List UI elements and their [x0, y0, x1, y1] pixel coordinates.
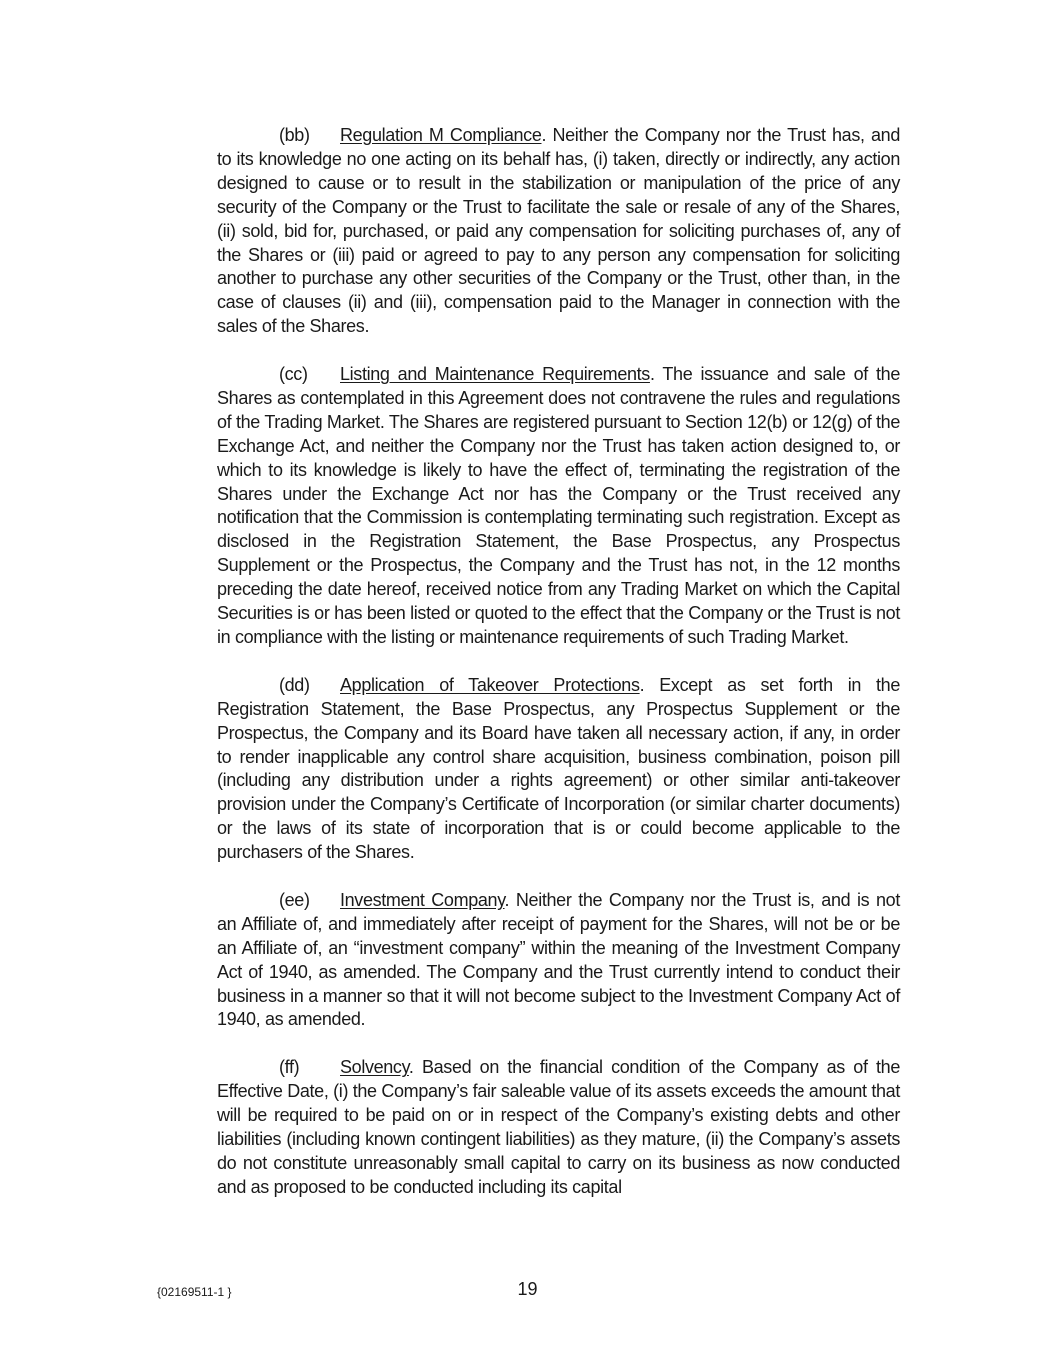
section-cc	[217, 363, 900, 650]
section-ff	[217, 1056, 900, 1199]
section-heading: Application of Takeover Protections	[340, 674, 640, 695]
section-label: (bb)	[279, 125, 310, 145]
section-text: . Neither the Company nor the Trust is, and is not an Affiliate of, and immediately after receipt of payment for the Shares, will not be or be an Affiliate of, an “investment company” within the meaning of the Investment Company Act of 1940, as amended. The Company and the Trust currently intend to conduct their business in a manner so that it will not become subject to the Investment Company Act of 1940, as amended.	[217, 889, 900, 1030]
section-label: (ff)	[279, 1057, 300, 1078]
section-dd	[217, 674, 900, 865]
section-heading: Investment Company	[340, 889, 505, 910]
page-number: 19	[517, 1279, 538, 1299]
document-body	[217, 124, 900, 1224]
section-heading: Solvency	[340, 1057, 409, 1078]
section-heading: Regulation M Compliance	[340, 125, 542, 145]
section-heading: Listing and Maintenance Requirements	[340, 364, 650, 385]
section-label: (dd)	[279, 674, 310, 695]
footer-document-id: {02169511-1 }	[157, 1285, 232, 1299]
section-bb	[217, 124, 900, 339]
section-text: . Except as set forth in the Registration Statement, the Base Prospectus, any Prospectus Supplement or the Prospectus, the Company and its Board have taken all necessary action, if any, in order to render inapplicable any control share acquisition, business combination, poison pill (including any distribution under a rights agreement) or other similar anti-takeover provision under the Company’s Certificate of Incorporation (or similar charter documents) or the laws of its state of incorporation that is or could become applicable to the purchasers of the Shares.	[217, 674, 900, 863]
section-text: . Neither the Company nor the Trust has, and to its knowledge no one acting on its behalf has, (i) taken, directly or indirectly, any action designed to cause or to result in the stabilization or manipulation of the price of any security of the Company or the Trust to facilitate the sale or resale of any of the Shares, (ii) sold, bid for, purchased, or paid any compensation for soliciting purchases of, any of the Shares or (iii) paid or agreed to pay to any person any compensation for soliciting another to purchase any other securities of the Company or the Trust, other than, in the case of clauses (ii) and (iii), compensation paid to the Manager in connection with the sales of the Shares.	[217, 125, 900, 337]
section-text: . Based on the financial condition of the Company as of the Effective Date, (i) the Company’s fair saleable value of its assets exceeds the amount that will be required to be paid on or in respect of the Company’s existing debts and other liabilities (including known contingent liabilities) as they mature, (ii) the Company’s assets do not constitute unreasonably small capital to carry on its business as now conducted and as proposed to be conducted including its capital	[217, 1057, 900, 1197]
section-text: . The issuance and sale of the Shares as contemplated in this Agreement does not contravene the rules and regulations of the Trading Market. The Shares are registered pursuant to Section 12(b) or 12(g) of the Exchange Act, and neither the Company nor the Trust has taken action designed to, or which to its knowledge is likely to have the effect of, terminating the registration of the Shares under the Exchange Act nor has the Company or the Trust received any notification that the Commission is contemplating terminating such registration. Except as disclosed in the Registration Statement, the Base Prospectus, any Prospectus Supplement or the Prospectus, the Company and the Trust has not, in the 12 months preceding the date hereof, received notice from any Trading Market on which the Capital Securities is or has been listed or quoted to the effect that the Company or the Trust is not in compliance with the listing or maintenance requirements of such Trading Market.	[217, 364, 900, 648]
section-ee	[217, 889, 900, 1032]
section-label: (ee)	[279, 889, 310, 910]
section-label: (cc)	[279, 364, 308, 385]
